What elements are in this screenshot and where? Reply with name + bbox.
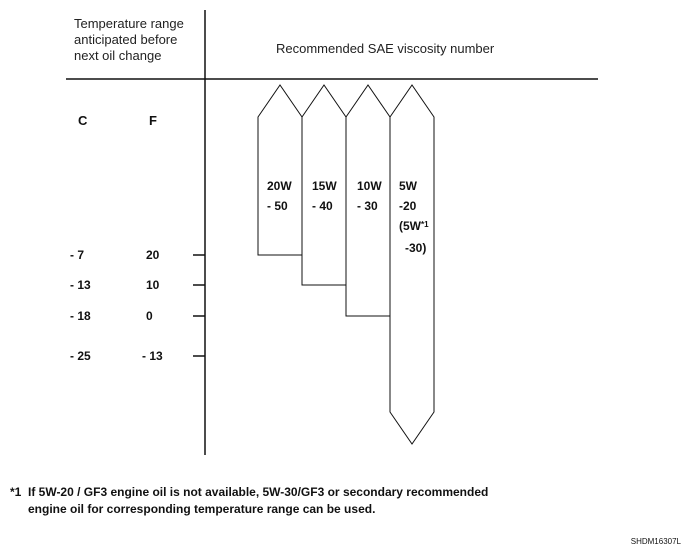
footnote-line-2: engine oil for corresponding temperature range can be used. (28, 502, 376, 516)
band-5w-line4: -30) (405, 241, 427, 255)
band-5w-line3 (399, 216, 429, 238)
band-20w-line1: 20W (267, 179, 292, 193)
band-10w-line2: - 30 (357, 199, 378, 213)
band-20w-50 (258, 85, 302, 255)
fahrenheit-label-3: 0 (146, 309, 153, 323)
band-5w-20 (390, 85, 434, 444)
figure-code: SHDM16307L (630, 537, 681, 546)
band-5w-line1: 5W (399, 179, 417, 193)
band-15w-line1: 15W (312, 179, 337, 193)
celsius-label-3: - 18 (70, 309, 91, 323)
temp-range-line-1: Temperature range (74, 16, 184, 31)
footnote-ref-marker: *1 (421, 220, 429, 229)
celsius-column-header: C (78, 113, 88, 128)
footnote-text-1: If 5W-20 / GF3 engine oil is not available, 5W-30/GF3 or secondary recommended (28, 485, 489, 499)
band-5w-line3-text: (5W (399, 219, 421, 233)
temp-range-line-2: anticipated before (74, 32, 178, 47)
band-5w-line2: -20 (399, 199, 417, 213)
celsius-label-4: - 25 (70, 349, 91, 363)
fahrenheit-label-1: 20 (146, 248, 160, 262)
temperature-range-header (74, 16, 204, 64)
band-label-5w-20 (399, 176, 429, 258)
celsius-label-1: - 7 (70, 248, 85, 262)
band-15w-line2: - 40 (312, 199, 333, 213)
footnote-marker: *1 (10, 485, 22, 499)
fahrenheit-label-4: - 13 (142, 349, 163, 363)
band-label-10w-30 (357, 176, 382, 216)
viscosity-header: Recommended SAE viscosity number (276, 41, 495, 56)
celsius-label-2: - 13 (70, 278, 91, 292)
band-20w-line2: - 50 (267, 199, 288, 213)
band-label-15w-40 (312, 176, 337, 216)
band-10w-line1: 10W (357, 179, 382, 193)
fahrenheit-label-2: 10 (146, 278, 160, 292)
band-label-20w-50 (267, 176, 292, 216)
temp-range-line-3: next oil change (74, 48, 162, 63)
footnote-line-1 (10, 484, 488, 501)
footnote (10, 484, 488, 518)
fahrenheit-column-header: F (149, 113, 157, 128)
